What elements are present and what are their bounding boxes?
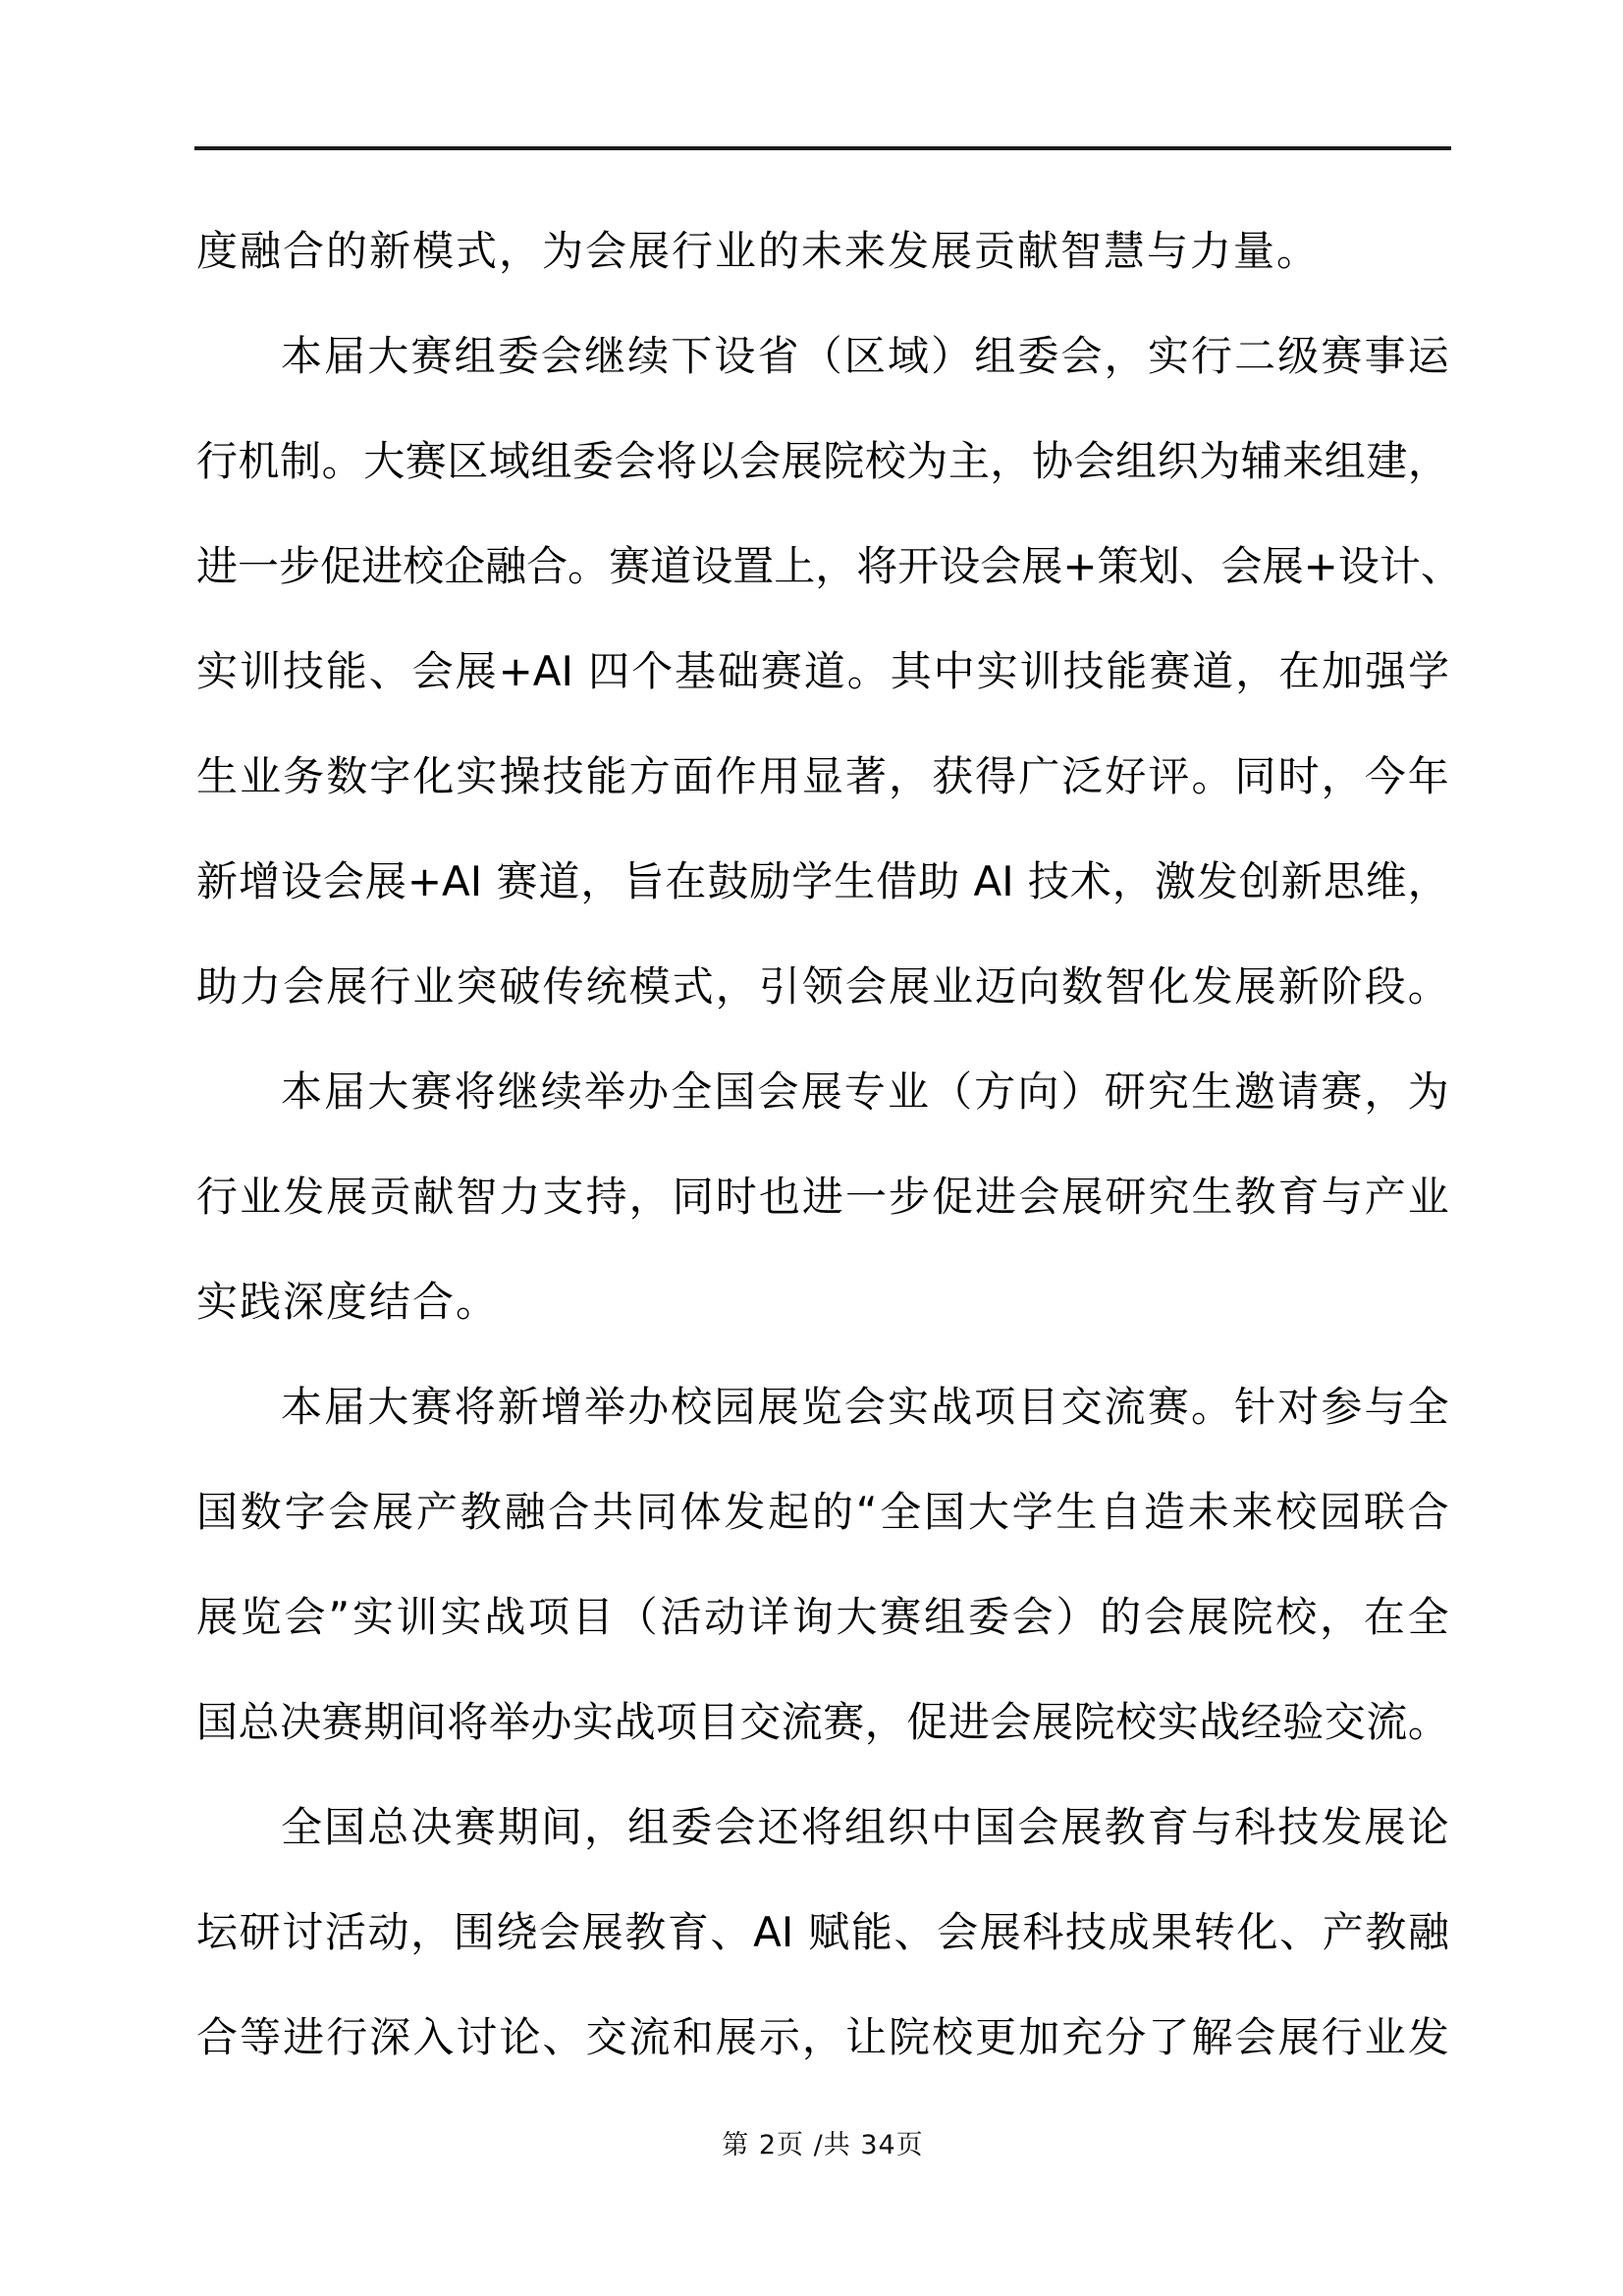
text-line: 展 览 会 ” 实 训 实 战 项 目 （ 活 动 详 询 大 赛 组 委 会 ） 的 会 展 院 校 ， 在 全 (196, 1593, 1449, 1641)
text-line: 国 数 字 会 展 产 教 融 合 共 同 体 发 起 的 “ 全 国 大 学 生 自 造 未 来 校 园 联 合 (196, 1488, 1449, 1536)
text-line: 行 机 制 。 大 赛 区 域 组 委 会 将 以 会 展 院 校 为 主 ， 协 会 组 织 为 辅 来 组 建 ， (196, 437, 1449, 485)
header-divider (194, 146, 1451, 150)
text-line: 实践深度结合。 (196, 1278, 500, 1326)
text-line: 国 总 决 赛 期 间 将 举 办 实 战 项 目 交 流 赛 ， 促 进 会 展 院 校 实 战 经 验 交 流 。 (196, 1698, 1449, 1746)
text-line: 全 国 总 决 赛 期 间 ， 组 委 会 还 将 组 织 中 国 会 展 教 育 与 科 技 发 展 论 (281, 1803, 1449, 1851)
text-line: 进 一 步 促 进 校 企 融 合 。 赛 道 设 置 上 ， 将 开 设 会 展 + 策 划 、 会 展 + 设 计 、 (196, 542, 1462, 590)
text-line: 坛 研 讨 活 动 ， 围 绕 会 展 教 育 、 AI 赋 能 、 会 展 科 技 成 果 转 化 、 产 教 融 (196, 1908, 1449, 1956)
text-line: 本 届 大 赛 将 新 增 举 办 校 园 展 览 会 实 战 项 目 交 流 赛 。 针 对 参 与 全 (281, 1383, 1449, 1431)
text-line: 度融合的新模式，为会展行业的未来发展贡献智慧与力量。 (196, 227, 1321, 275)
text-line: 新 增 设 会 展 +AI 赛 道 ， 旨 在 鼓 励 学 生 借 助 AI 技 术 ， 激 发 创 新 思 维 ， (196, 857, 1449, 905)
text-line: 行 业 发 展 贡 献 智 力 支 持 ， 同 时 也 进 一 步 促 进 会 展 研 究 生 教 育 与 产 业 (196, 1173, 1449, 1221)
text-line: 合 等 进 行 深 入 讨 论 、 交 流 和 展 示 ， 让 院 校 更 加 充 分 了 解 会 展 行 业 发 (196, 2013, 1449, 2061)
text-line: 助 力 会 展 行 业 突 破 传 统 模 式 ， 引 领 会 展 业 迈 向 数 智 化 发 展 新 阶 段 。 (196, 962, 1449, 1011)
page-number: 第 2页 /共 34页 (722, 2130, 924, 2160)
text-line: 本 届 大 赛 组 委 会 继 续 下 设 省 （ 区 域 ） 组 委 会 ， 实 行 二 级 赛 事 运 (281, 332, 1449, 380)
text-line: 实 训 技 能 、 会 展 +AI 四 个 基 础 赛 道 。 其 中 实 训 技 能 赛 道 ， 在 加 强 学 (196, 647, 1449, 695)
text-line: 生 业 务 数 字 化 实 操 技 能 方 面 作 用 显 著 ， 获 得 广 泛 好 评 。 同 时 ， 今 年 (196, 752, 1449, 800)
document-body (196, 224, 1462, 2115)
text-line: 本 届 大 赛 将 继 续 举 办 全 国 会 展 专 业 （ 方 向 ） 研 究 生 邀 请 赛 ， 为 (281, 1067, 1449, 1116)
